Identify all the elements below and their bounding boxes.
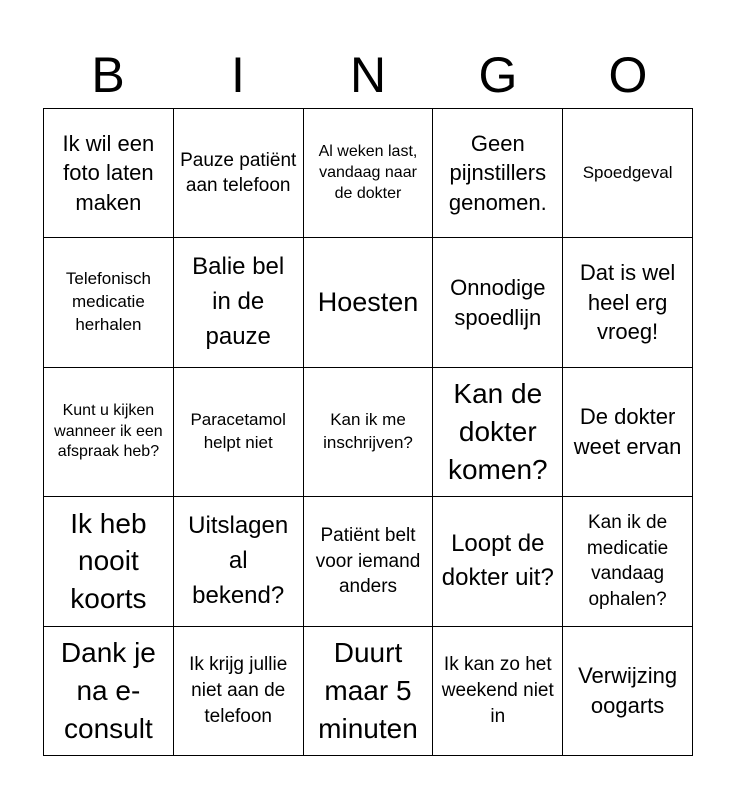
bingo-cell[interactable] [304,497,434,626]
bingo-cell[interactable] [304,109,434,238]
header-letter-o: O [608,47,648,103]
bingo-cell[interactable] [44,497,174,626]
cell-text: Dank je na e-consult [60,637,156,744]
cell-text: Al weken last, vandaag naar de dokter [318,143,418,202]
cell-text: Balie bel in de pauze [192,253,285,350]
bingo-header [43,42,693,108]
bingo-cell[interactable] [44,238,174,367]
cell-text: Loopt de dokter uit? [441,529,554,592]
header-letter-i: I [231,47,245,103]
bingo-cell[interactable] [433,627,563,756]
bingo-cell[interactable] [44,368,174,497]
cell-text: Telefonisch medicatie herhalen [65,269,151,335]
bingo-cell[interactable] [304,627,434,756]
bingo-cell[interactable] [563,497,693,626]
cell-text: Ik wil een foto laten maken [62,130,155,216]
cell-text: Geen pijnstillers genomen. [448,130,547,216]
cell-text: Kan ik de medicatie vandaag ophalen? [586,512,669,611]
bingo-cell[interactable] [563,109,693,238]
cell-text: Kunt u kijken wanneer ik een afspraak heb? [54,401,163,461]
cell-text: Patiënt belt voor iemand anders [315,524,421,598]
bingo-cell[interactable] [433,238,563,367]
cell-text: Ik heb nooit koorts [70,507,147,615]
cell-text: Dat is wel heel erg vroeg! [579,260,676,345]
header-letter-n: N [349,47,387,103]
cell-text: Paracetamol helpt niet [190,410,286,452]
cell-text: Hoesten [317,286,419,317]
bingo-cell[interactable] [304,368,434,497]
cell-text: Pauze patiënt aan telefoon [180,149,297,197]
cell-text: Verwijzing oogarts [578,663,678,718]
header-letter-g: G [478,47,518,103]
bingo-cell[interactable] [174,238,304,367]
bingo-cell[interactable] [433,497,563,626]
cell-text: Ik kan zo het weekend niet in [441,654,554,727]
cell-text: Ik krijg jullie niet aan de telefoon [189,654,288,727]
cell-text: Uitslagen al bekend? [188,512,289,609]
header-letter-b: B [91,47,125,103]
bingo-cell[interactable] [304,238,434,367]
bingo-cell[interactable] [433,368,563,497]
bingo-cell[interactable] [174,627,304,756]
bingo-grid [43,108,693,756]
bingo-cell[interactable] [44,109,174,238]
cell-text: Duurt maar 5 minuten [318,637,418,744]
cell-text: Onnodige spoedlijn [450,274,546,330]
cell-text: Kan ik me inschrijven? [323,410,413,452]
cell-text: De dokter weet ervan [573,404,682,459]
bingo-cell[interactable] [174,109,304,238]
bingo-cell[interactable] [174,368,304,497]
bingo-cell[interactable] [563,368,693,497]
bingo-cell[interactable] [563,627,693,756]
cell-text: Kan de dokter komen? [447,378,548,485]
bingo-cell[interactable] [44,627,174,756]
bingo-cell[interactable] [174,497,304,626]
bingo-cell[interactable] [433,109,563,238]
cell-text: Spoedgeval [582,162,673,182]
bingo-cell[interactable] [563,238,693,367]
